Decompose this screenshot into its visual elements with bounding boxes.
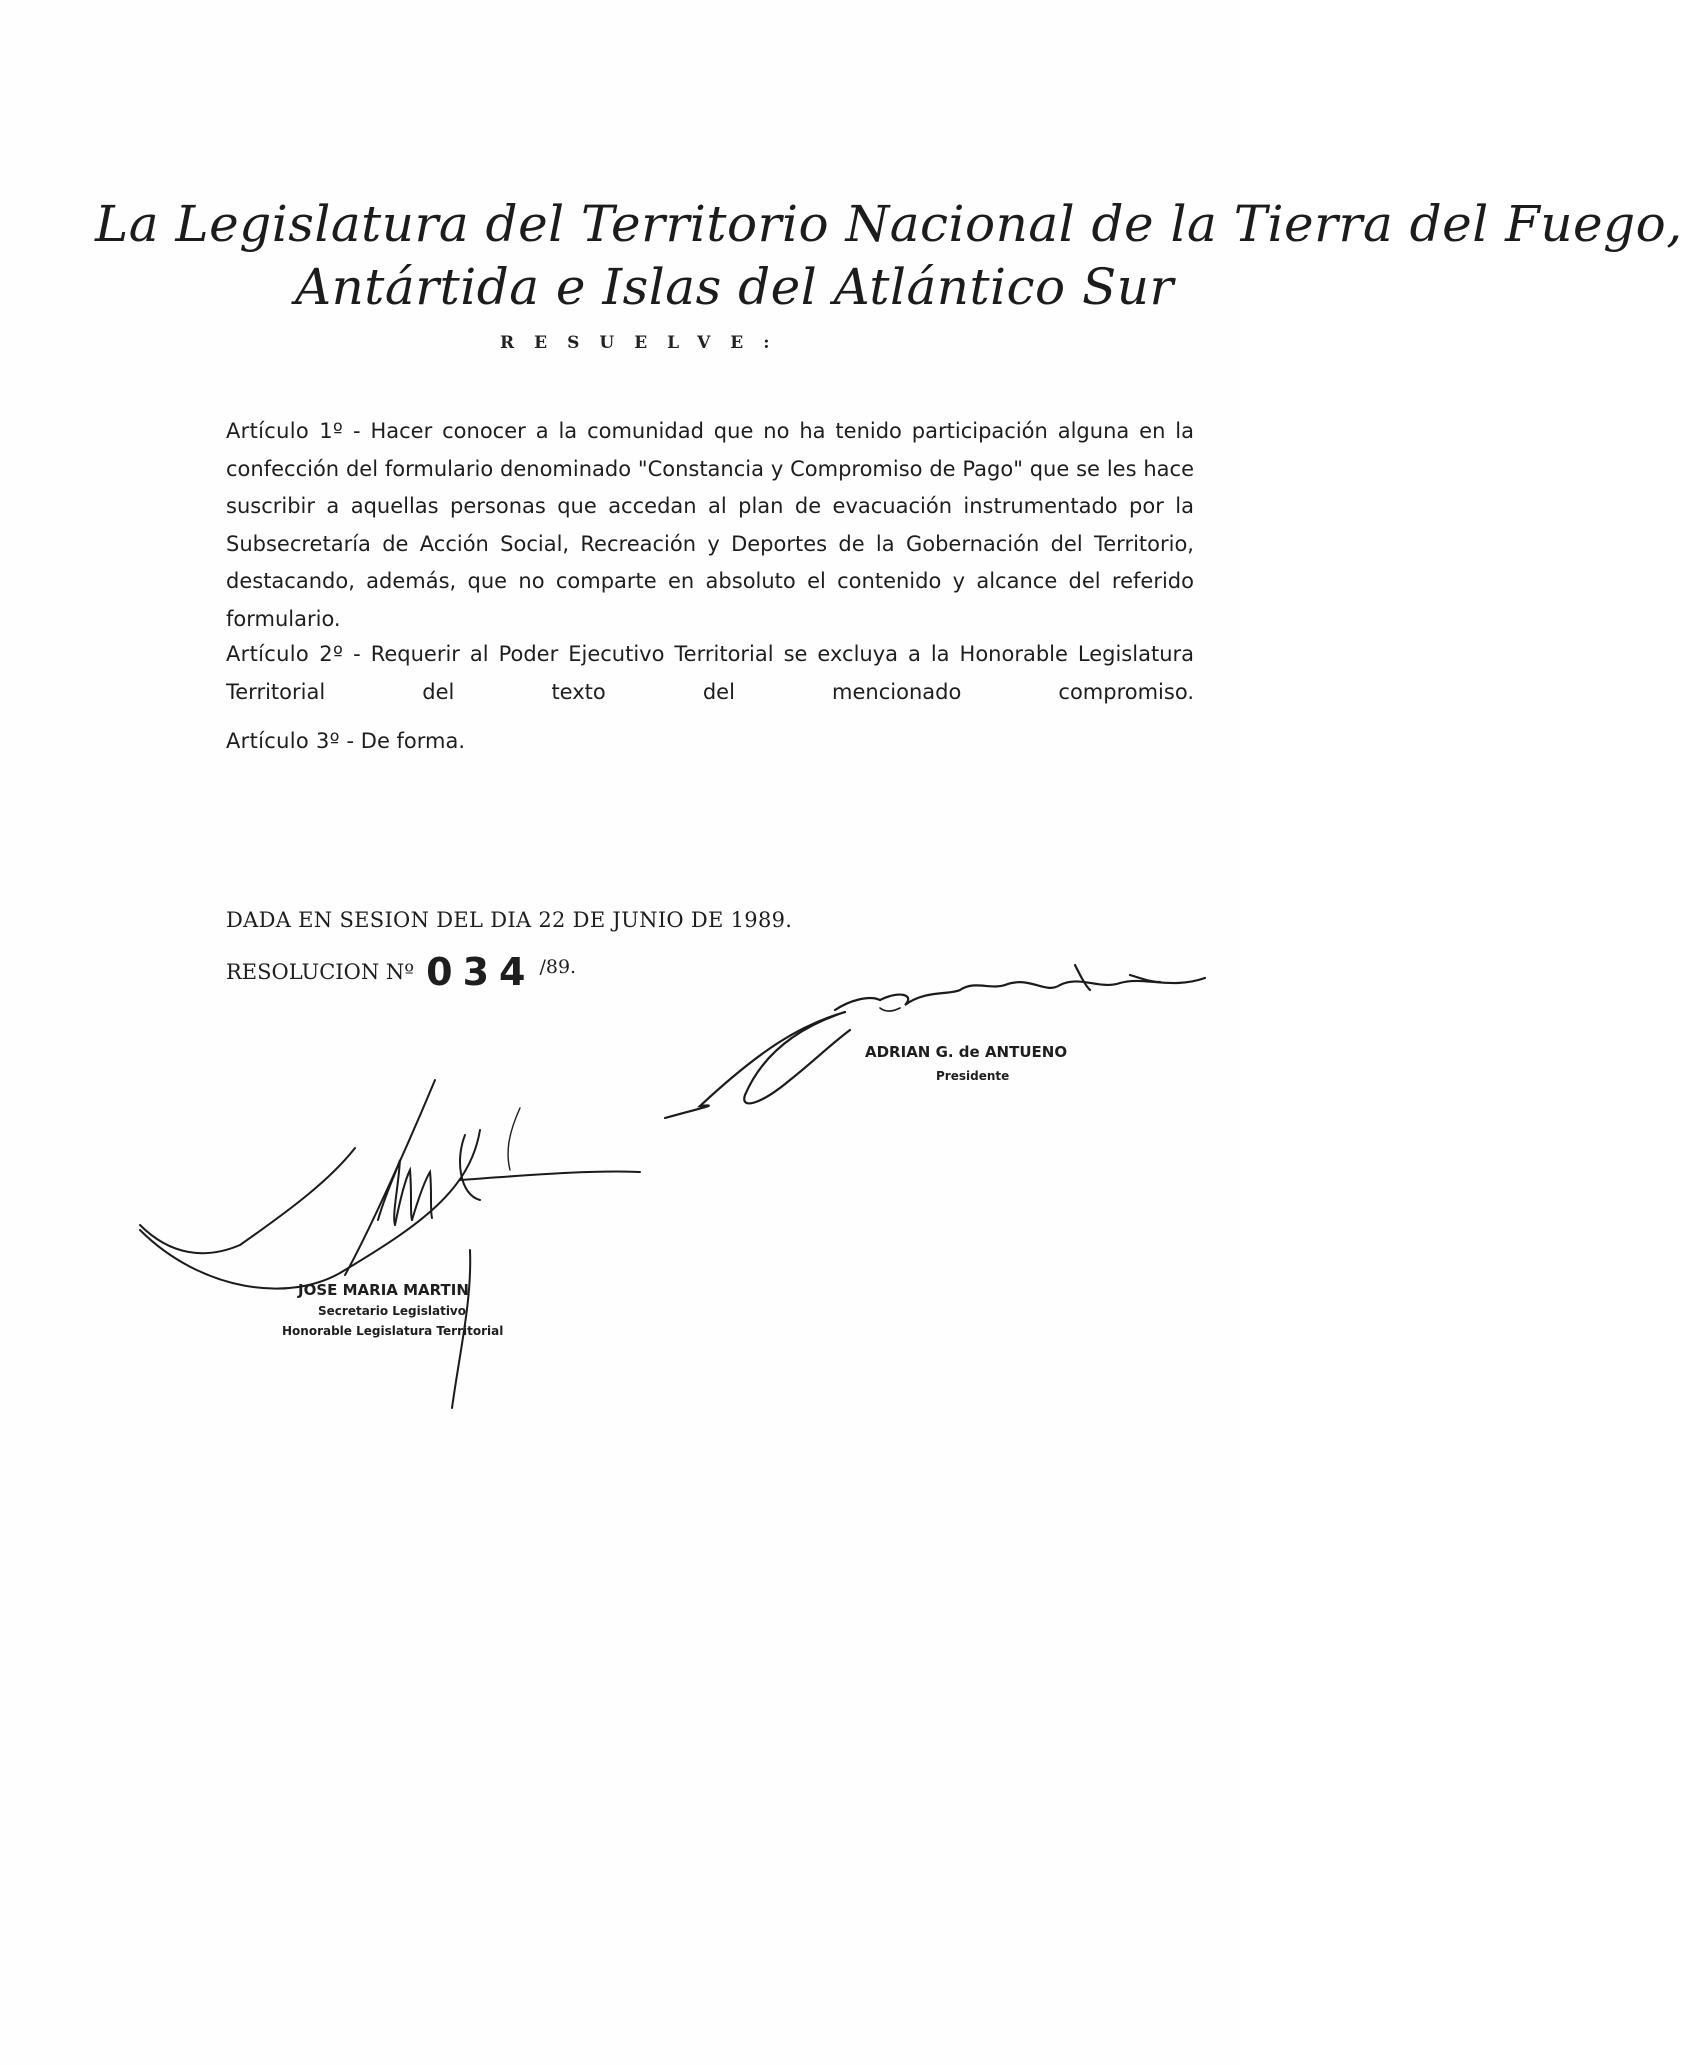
article-2-text: - Requerir al Poder Ejecutivo Territorial se excluya a la Honorable Legislatura Territorial del texto del mencionado compromiso. xyxy=(226,642,1195,704)
article-2-label: Artículo 2º xyxy=(226,642,344,666)
resolution-label: RESOLUCION Nº xyxy=(226,960,415,984)
resuelve-heading: RESUELVE: xyxy=(500,333,790,353)
session-date: DADA EN SESION DEL DIA 22 DE JUNIO DE 1989. xyxy=(226,908,793,932)
resolution-number: 034 xyxy=(426,950,536,994)
article-1-label: Artículo 1º xyxy=(226,419,344,443)
article-3 xyxy=(226,723,1194,761)
resolution-year: /89. xyxy=(539,956,577,978)
article-1 xyxy=(226,413,1194,638)
president-name: ADRIAN G. de ANTUENO xyxy=(865,1043,1068,1061)
president-title: Presidente xyxy=(936,1069,1010,1083)
article-1-text: - Hacer conocer a la comunidad que no ha tenido participación alguna en la confección del formulario denominado "Constancia y Compromiso de Pago" que se les hace suscribir a aquellas personas que accedan al plan de evacuación instrumentado por la Subsecretaría de Acción Social, Recreación y Deportes de la Gobernación del Territorio, destacando, además, que no comparte en absoluto el contenido y alcance del referido formulario. xyxy=(226,419,1194,631)
secretary-title: Secretario Legislativo xyxy=(318,1304,466,1318)
president-signature xyxy=(665,965,1205,1118)
secretary-organization: Honorable Legislatura Territorial xyxy=(282,1324,504,1338)
article-2 xyxy=(226,636,1194,711)
article-3-label: Artículo 3º xyxy=(226,729,340,753)
article-3-text: - De forma. xyxy=(339,729,466,753)
header-title-line-2: Antártida e Islas del Atlántico Sur xyxy=(295,258,1174,316)
header-title-line-1: La Legislatura del Territorio Nacional de la Tierra del Fuego, xyxy=(95,195,1683,253)
secretary-name: JOSE MARIA MARTIN xyxy=(298,1281,469,1299)
secretary-signature xyxy=(140,1080,640,1408)
resolution-line xyxy=(226,950,576,994)
